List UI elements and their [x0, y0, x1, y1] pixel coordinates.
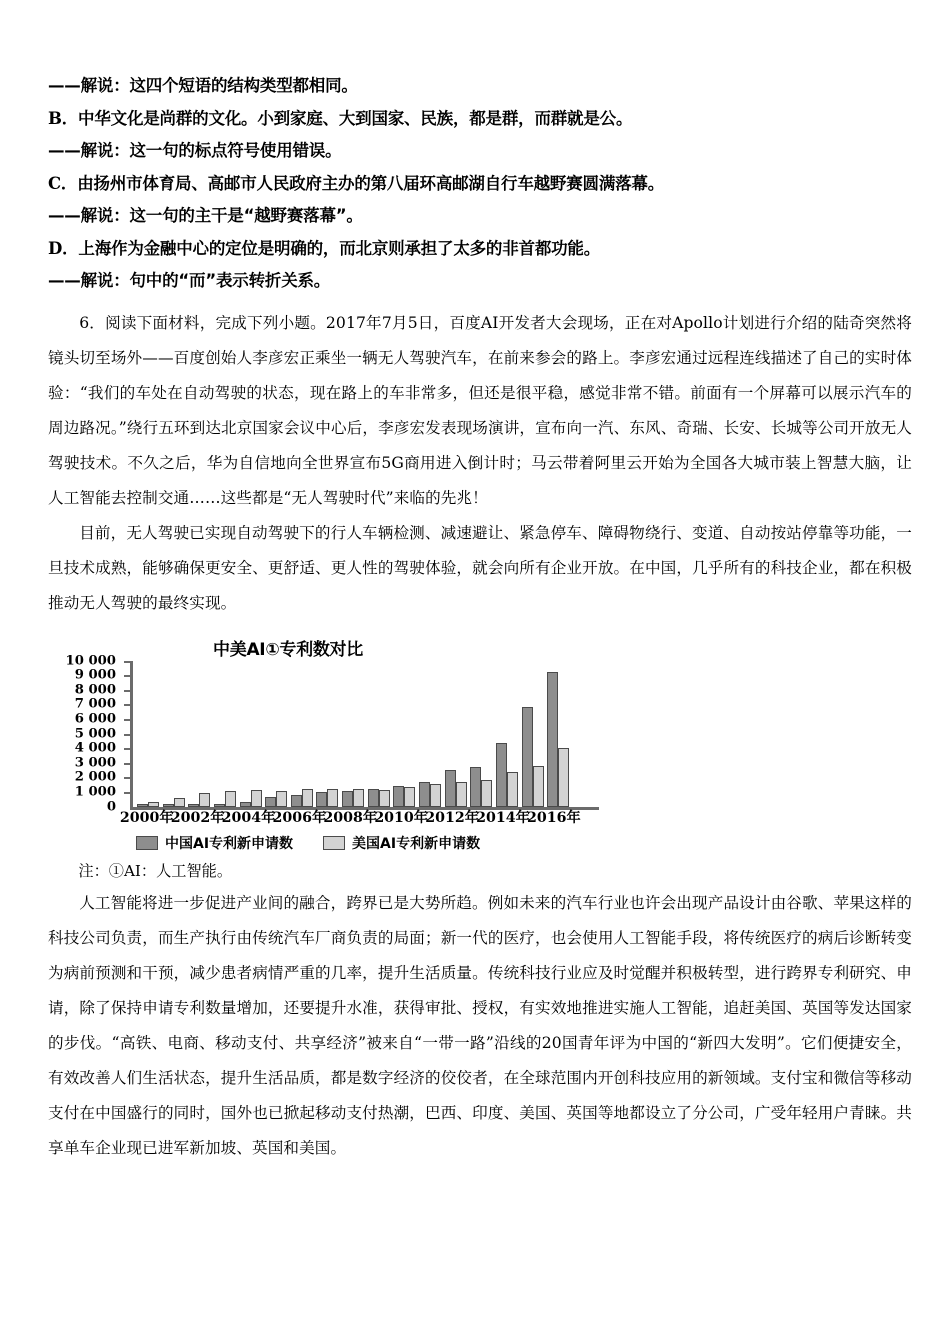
chart-legend [136, 833, 480, 853]
option-text: 由扬州市体育局、高邮市人民政府主办的第八届环高邮湖自行车越野赛圆满落幕。 [77, 173, 665, 193]
chart-bar [353, 789, 364, 807]
chart-bar [163, 804, 174, 806]
chart-bar-group [547, 672, 569, 807]
option-line [48, 173, 912, 193]
chart-bar [291, 795, 302, 807]
chart-bar [251, 790, 262, 806]
option-text: ——解说：句中的“而”表示转折关系。 [48, 271, 331, 290]
option-text: 中华文化是尚群的文化。小到家庭、大到国家、民族，都是群，而群就是公。 [78, 108, 633, 128]
chart-bar [393, 786, 404, 806]
x-tick-label: 2014年 [476, 809, 530, 826]
legend-swatch-icon [136, 836, 158, 850]
x-tick-label: 2010年 [374, 809, 428, 826]
legend-label-china: 中国AI专利新申请数 [165, 835, 294, 852]
x-tick-label: 2000年 [119, 809, 174, 826]
chart-bar [214, 804, 225, 806]
question-6-paragraph: 6．阅读下面材料，完成下列小题。2017年7月5日，百度AI开发者大会现场，正在对Apollo计划进行介绍的陆奇突然将镜头切至场外——百度创始人李彦宏正乘坐一辆无人驾驶汽车，在前来参会的路上。李彦宏通过远程连线描述了自己的实时体验：“我们的车处在自动驾驶的状态，现在路上的车非常多，但还是很平稳，感觉非常不错。前面有一个屏幕可以展示汽车的周边路况。”绕行五环到达北京国家会议中心后，李彦宏发表现场演讲，宣布向一汽、东风、奇瑞、长安、长城等公司开放无人驾驶技术。不久之后，华为自信地向全世界宣布5G商用进入倒计时；马云带着阿里云开始为全国各大城市装上智慧大脑，让人工智能去控制交通……这些都是“无人驾驶时代”来临的先兆！ [48, 313, 912, 507]
y-tick-label: 10 000 [65, 652, 116, 668]
chart-bar-group [188, 793, 210, 807]
y-tick-label: 5 000 [74, 725, 116, 741]
option-line [48, 108, 912, 128]
chart-y-axis-labels [58, 652, 124, 814]
x-tick-label: 2004年 [221, 809, 276, 826]
y-tick-label: 9 000 [74, 667, 116, 683]
chart-bar [496, 743, 507, 806]
chart-bar-group [496, 743, 518, 806]
chart-title: 中美AI①专利数对比 [213, 639, 363, 660]
chart-bar [419, 782, 430, 807]
status-paragraph: 目前，无人驾驶已实现自动驾驶下的行人车辆检测、减速避让、紧急停车、障碍物绕行、变道、自动按站停靠等功能，一旦技术成熟，能够确保更安全、更舒适、更人性的驾驶体验，就会向所有企业开放。在中国，几乎所有的科技企业，都在积极推动无人驾驶的最终实现。 [48, 523, 912, 612]
chart-bar [507, 772, 518, 806]
y-tick-label: 4 000 [74, 740, 116, 756]
x-tick-label: 2002年 [170, 809, 225, 826]
y-tick-label: 3 000 [74, 755, 116, 771]
chart-bar [456, 782, 467, 807]
option-text: ——解说：这一句的标点符号使用错误。 [48, 141, 342, 160]
option-line [48, 78, 912, 95]
x-tick-label: 2008年 [323, 809, 378, 826]
chart-bar [404, 787, 415, 807]
chart-bar [199, 793, 210, 807]
option-label: D． [48, 238, 79, 258]
y-tick-label: 2 000 [74, 769, 116, 785]
chart-bar [302, 789, 313, 806]
chart-bar [137, 804, 148, 806]
option-text: ——解说：这四个短语的结构类型都相同。 [48, 76, 358, 95]
chart-bar [430, 784, 441, 806]
x-tick-label: 2006年 [272, 809, 327, 826]
future-paragraph: 人工智能将进一步促进产业间的融合，跨界已是大势所趋。例如未来的汽车行业也许会出现产品设计由谷歌、苹果这样的科技公司负责，而生产执行由传统汽车厂商负责的局面；新一代的医疗，也会使用人工智能手段，将传统医疗的病后诊断转变为病前预测和干预，减少患者病情严重的几率，提升生活质量。传统科技行业应及时觉醒并积极转型，进行跨界专利研究、申请，除了保持申请专利数量增加，还要提升水准，获得审批、授权，有实效地推进实施人工智能，追赶美国、英国等发达国家的步伐。“高铁、电商、移动支付、共享经济”被来自“一带一路”沿线的20国青年评为中国的“新四大发明”。它们便捷安全，有效改善人们生活状态，提升生活品质，都是数字经济的佼佼者，在全球范围内开创科技应用的新领域。支付宝和微信等移动支付在中国盛行的同时，国外也已掀起移动支付热潮，巴西、印度、美国、英国等地都设立了分公司，广受年轻用户青睐。共享单车企业现已进军新加坡、英国和美国。 [48, 893, 912, 1157]
legend-entry-china [136, 833, 293, 853]
y-tick-label: 6 000 [74, 711, 116, 727]
chart-bar-group [265, 791, 287, 807]
x-tick-label: 2016年 [526, 809, 581, 826]
chart-bar [445, 770, 456, 807]
chart-bar-group [419, 782, 441, 807]
y-tick-label: 1 000 [74, 784, 116, 800]
legend-swatch-icon [323, 836, 345, 850]
chart-bar [522, 707, 533, 807]
option-line [48, 143, 912, 160]
option-line [48, 208, 912, 225]
legend-label-usa: 美国AI专利新申请数 [352, 835, 481, 852]
chart-bar [265, 797, 276, 807]
option-line [48, 238, 912, 258]
chart-bar-group [240, 790, 262, 806]
chart-bar [481, 780, 492, 806]
chart-bar [327, 789, 338, 807]
chart-note: 注：①AI：人工智能。 [78, 861, 233, 880]
chart-bar [225, 791, 236, 807]
chart-bar-group [522, 707, 544, 807]
chart-bar [547, 672, 558, 807]
chart-bar [188, 804, 199, 806]
chart-bar-group [368, 789, 390, 806]
option-text: 上海作为金融中心的定位是明确的，而北京则承担了太多的非首都功能。 [78, 238, 601, 258]
option-text: ——解说：这一句的主干是“越野赛落幕”。 [48, 206, 363, 225]
chart-bar [240, 802, 251, 807]
x-tick-label: 2012年 [425, 809, 479, 826]
option-line [48, 273, 912, 290]
option-label: C． [48, 173, 78, 193]
chart-bar [470, 767, 481, 806]
chart-bar-group [137, 802, 159, 807]
chart-bar-group [316, 789, 338, 807]
chart-bar-group [445, 770, 467, 807]
chart-bar [558, 748, 569, 807]
chart-plot-area [130, 661, 599, 810]
chart-bar [316, 792, 327, 806]
chart-bar-group [291, 789, 313, 806]
options-block [48, 78, 912, 290]
y-tick-label: 8 000 [74, 682, 116, 698]
chart-bar [148, 802, 159, 807]
chart-bar [342, 791, 353, 807]
chart-bar [174, 798, 185, 806]
chart-bar [379, 790, 390, 806]
ai-patent-chart [58, 635, 618, 850]
chart-x-axis-labels [119, 809, 600, 831]
chart-bars [133, 661, 599, 807]
chart-bar [368, 789, 379, 806]
chart-bar-group [342, 789, 364, 807]
chart-bar-group [214, 791, 236, 807]
chart-bar-group [163, 798, 185, 806]
chart-bar [533, 766, 544, 806]
y-tick-label: 0 [106, 798, 116, 814]
chart-bar-group [470, 767, 492, 806]
chart-bar [276, 791, 287, 807]
y-tick-label: 7 000 [74, 696, 116, 712]
legend-entry-usa [323, 833, 480, 853]
option-label: B． [48, 108, 79, 128]
chart-bar-group [393, 786, 415, 806]
